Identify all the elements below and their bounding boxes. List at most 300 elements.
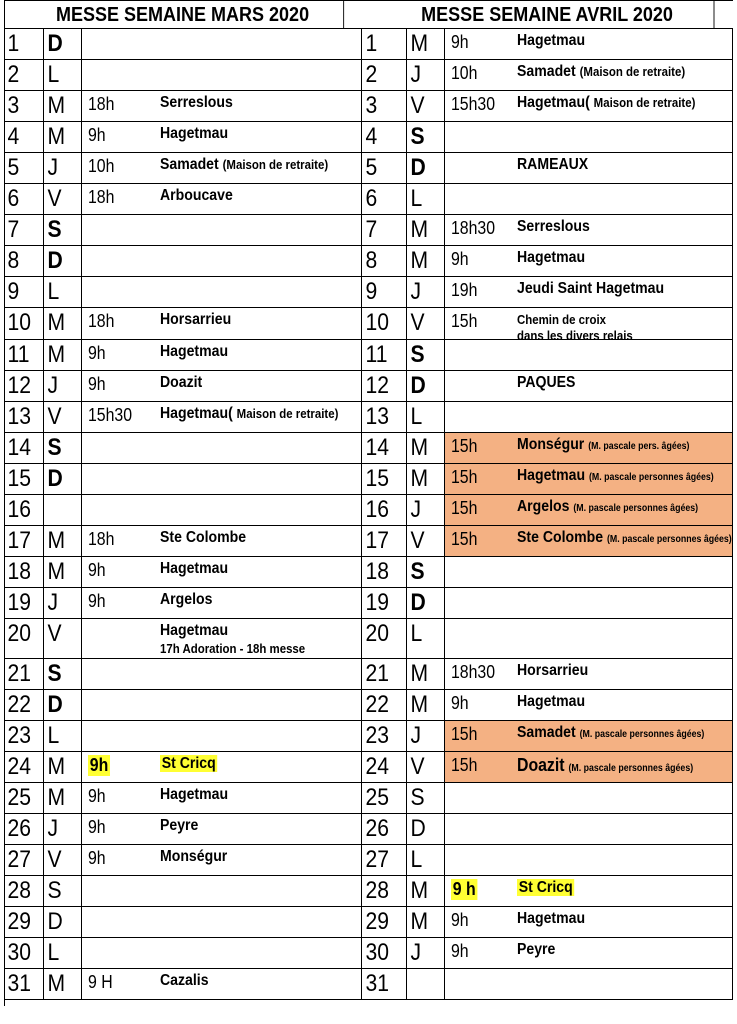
march-weekday-letter: D bbox=[47, 247, 63, 274]
april-weekday-letter: L bbox=[410, 620, 423, 647]
april-mass-time: 9 h bbox=[452, 879, 476, 899]
march-weekday-letter: S bbox=[47, 877, 62, 904]
march-location-name: Hagetmau bbox=[160, 786, 229, 803]
table-row bbox=[4, 60, 733, 91]
april-date-cell bbox=[362, 91, 407, 122]
april-weekday-cell bbox=[407, 938, 445, 969]
table-row bbox=[4, 308, 733, 343]
april-date-number: 8 bbox=[365, 247, 378, 274]
march-date-number: 11 bbox=[7, 341, 30, 368]
march-weekday-cell bbox=[44, 969, 82, 1000]
april-weekday-cell bbox=[407, 557, 445, 588]
april-date-number: 3 bbox=[365, 92, 378, 119]
april-date-number: 18 bbox=[365, 558, 390, 585]
april-mass-location bbox=[517, 910, 585, 928]
april-date-cell bbox=[362, 969, 407, 1000]
table-row bbox=[4, 184, 733, 215]
march-weekday-cell bbox=[44, 60, 82, 91]
april-mass-cell bbox=[445, 619, 733, 659]
april-mass-location bbox=[517, 94, 695, 112]
march-date-cell bbox=[4, 845, 44, 876]
april-weekday-letter: M bbox=[410, 247, 429, 274]
march-weekday-cell bbox=[44, 433, 82, 464]
march-weekday-cell bbox=[44, 752, 82, 783]
march-mass-cell bbox=[82, 659, 362, 690]
april-weekday-cell bbox=[407, 60, 445, 91]
april-weekday-letter: S bbox=[410, 558, 425, 585]
march-location-name: Hagetmau bbox=[160, 560, 229, 577]
table-row bbox=[4, 907, 733, 938]
april-mass-time: 9h bbox=[451, 249, 469, 269]
table-row bbox=[4, 526, 733, 557]
march-date-cell bbox=[4, 91, 44, 122]
march-date-cell bbox=[4, 557, 44, 588]
april-date-number: 14 bbox=[365, 434, 390, 461]
april-date-cell bbox=[362, 783, 407, 814]
april-weekday-cell bbox=[407, 721, 445, 752]
table-row bbox=[4, 495, 733, 526]
march-weekday-cell bbox=[44, 526, 82, 557]
april-weekday-cell bbox=[407, 907, 445, 938]
april-mass-cell bbox=[445, 938, 733, 969]
april-location-name: Serreslous bbox=[517, 218, 590, 235]
march-date-number: 17 bbox=[7, 527, 32, 554]
april-mass-time: 9h bbox=[451, 941, 469, 961]
march-weekday-letter: J bbox=[47, 815, 59, 842]
april-location-name: Samadet bbox=[517, 63, 576, 80]
april-weekday-cell bbox=[407, 969, 445, 1000]
march-weekday-cell bbox=[44, 721, 82, 752]
april-date-cell bbox=[362, 464, 407, 495]
march-mass-location bbox=[160, 591, 212, 609]
march-weekday-cell bbox=[44, 215, 82, 246]
april-weekday-letter: J bbox=[410, 278, 422, 305]
march-location-name: Doazit bbox=[160, 374, 203, 391]
april-date-cell bbox=[362, 153, 407, 184]
march-weekday-letter: L bbox=[47, 61, 60, 88]
april-weekday-letter: V bbox=[410, 753, 425, 780]
april-location-name: PAQUES bbox=[517, 374, 576, 391]
april-location-name: Doazit bbox=[517, 755, 565, 775]
march-mass-cell bbox=[82, 876, 362, 907]
march-mass-time: 9h bbox=[88, 374, 106, 394]
march-weekday-letter: M bbox=[47, 753, 66, 780]
april-location-note: (Maison de retraite) bbox=[579, 64, 686, 79]
march-weekday-letter: M bbox=[47, 341, 66, 368]
april-mass-cell bbox=[445, 153, 733, 184]
april-weekday-cell bbox=[407, 122, 445, 153]
april-mass-cell bbox=[445, 876, 733, 907]
april-date-cell bbox=[362, 588, 407, 619]
april-date-number: 5 bbox=[365, 154, 378, 181]
march-weekday-cell bbox=[44, 402, 82, 433]
april-weekday-letter: M bbox=[410, 30, 429, 57]
april-location-note: (M. pascale personnes âgées) bbox=[606, 534, 732, 545]
april-location-name: Hagetmau bbox=[517, 249, 586, 266]
march-weekday-cell bbox=[44, 308, 82, 340]
march-weekday-cell bbox=[44, 619, 82, 659]
april-title: MESSE SEMAINE AVRIL 2020 bbox=[381, 0, 715, 28]
march-weekday-letter: V bbox=[47, 620, 62, 647]
april-mass-time: 18h30 bbox=[451, 662, 496, 682]
march-date-cell bbox=[4, 814, 44, 845]
march-date-number: 19 bbox=[7, 589, 32, 616]
april-date-cell bbox=[362, 495, 407, 526]
april-mass-location bbox=[517, 941, 555, 959]
april-date-number: 22 bbox=[365, 691, 390, 718]
april-weekday-letter: M bbox=[410, 465, 429, 492]
march-date-number: 30 bbox=[7, 939, 32, 966]
march-date-cell bbox=[4, 619, 44, 659]
april-date-cell bbox=[362, 752, 407, 783]
april-weekday-letter: V bbox=[410, 92, 425, 119]
table-row bbox=[4, 464, 733, 495]
april-weekday-cell bbox=[407, 876, 445, 907]
april-weekday-letter: D bbox=[410, 815, 426, 842]
april-date-number: 15 bbox=[365, 465, 390, 492]
march-date-number: 28 bbox=[7, 877, 32, 904]
march-date-cell bbox=[4, 246, 44, 277]
march-date-number: 1 bbox=[7, 30, 20, 57]
april-mass-cell bbox=[445, 308, 733, 343]
march-date-number: 16 bbox=[7, 496, 32, 523]
april-location-name: Horsarrieu bbox=[517, 662, 589, 679]
march-date-cell bbox=[4, 588, 44, 619]
march-date-number: 12 bbox=[7, 372, 32, 399]
april-mass-location bbox=[517, 693, 585, 711]
march-date-cell bbox=[4, 60, 44, 91]
march-location-note: Maison de retraite) bbox=[236, 406, 339, 421]
march-mass-time: 10h bbox=[88, 156, 115, 176]
april-mass-time: 15h bbox=[451, 529, 478, 549]
april-weekday-letter: M bbox=[410, 908, 429, 935]
march-location-name: Cazalis bbox=[160, 972, 209, 989]
april-date-cell bbox=[362, 308, 407, 340]
april-date-number: 16 bbox=[365, 496, 390, 523]
march-date-number: 6 bbox=[7, 185, 20, 212]
april-mass-cell bbox=[445, 184, 733, 215]
april-mass-cell bbox=[445, 495, 733, 526]
april-weekday-cell bbox=[407, 659, 445, 690]
april-location-name: Hagetmau( bbox=[517, 94, 590, 111]
march-mass-cell bbox=[82, 969, 362, 1000]
march-location-name: Arboucave bbox=[160, 187, 233, 204]
march-date-cell bbox=[4, 907, 44, 938]
april-date-cell bbox=[362, 690, 407, 721]
april-mass-time: 15h bbox=[451, 755, 478, 775]
april-weekday-cell bbox=[407, 464, 445, 495]
march-date-number: 27 bbox=[7, 846, 32, 873]
april-location-note: (M. pascale personnes âgées) bbox=[579, 729, 705, 740]
march-weekday-letter: J bbox=[47, 154, 59, 181]
april-date-number: 9 bbox=[365, 278, 378, 305]
april-weekday-letter: D bbox=[410, 372, 426, 399]
april-mass-location bbox=[517, 498, 698, 516]
march-location-name: Hagetmau( bbox=[160, 405, 233, 422]
march-weekday-cell bbox=[44, 690, 82, 721]
table-row bbox=[4, 153, 733, 184]
march-mass-cell bbox=[82, 91, 362, 122]
march-mass-time: 9h bbox=[88, 848, 106, 868]
march-location-name: Ste Colombe bbox=[160, 529, 247, 546]
march-location-name: Peyre bbox=[160, 817, 199, 834]
march-date-cell bbox=[4, 721, 44, 752]
march-date-number: 23 bbox=[7, 722, 32, 749]
april-mass-location bbox=[517, 280, 664, 298]
march-date-number: 22 bbox=[7, 691, 32, 718]
march-date-cell bbox=[4, 876, 44, 907]
march-date-cell bbox=[4, 308, 44, 340]
april-location-name: Peyre bbox=[517, 941, 556, 958]
april-date-cell bbox=[362, 246, 407, 277]
april-date-number: 10 bbox=[365, 309, 390, 336]
april-mass-cell bbox=[445, 246, 733, 277]
march-mass-cell bbox=[82, 557, 362, 588]
march-weekday-letter: S bbox=[47, 434, 62, 461]
table-row bbox=[4, 277, 733, 308]
april-mass-time: 15h bbox=[451, 311, 478, 331]
april-date-number: 17 bbox=[365, 527, 390, 554]
march-date-number: 3 bbox=[7, 92, 20, 119]
table-row bbox=[4, 659, 733, 690]
march-mass-cell bbox=[82, 464, 362, 495]
april-mass-cell bbox=[445, 783, 733, 814]
march-weekday-cell bbox=[44, 153, 82, 184]
april-location-name: Hagetmau bbox=[517, 32, 586, 49]
april-mass-cell bbox=[445, 690, 733, 721]
march-mass-location bbox=[160, 817, 198, 835]
april-mass-time: 9h bbox=[451, 910, 469, 930]
march-location-name: Hagetmau bbox=[160, 343, 229, 360]
april-location-note: Maison de retraite) bbox=[593, 95, 696, 110]
march-weekday-letter: V bbox=[47, 403, 62, 430]
april-location-name: Samadet bbox=[517, 724, 576, 741]
march-weekday-letter: L bbox=[47, 939, 60, 966]
april-weekday-letter: J bbox=[410, 61, 422, 88]
march-date-number: 18 bbox=[7, 558, 32, 585]
april-weekday-letter: M bbox=[410, 691, 429, 718]
march-weekday-letter: V bbox=[47, 185, 62, 212]
april-location-name: Monségur bbox=[517, 436, 585, 453]
march-weekday-letter: M bbox=[47, 309, 66, 336]
april-date-cell bbox=[362, 721, 407, 752]
march-mass-cell bbox=[82, 433, 362, 464]
march-weekday-cell bbox=[44, 277, 82, 308]
april-weekday-letter: L bbox=[410, 403, 423, 430]
april-weekday-cell bbox=[407, 526, 445, 557]
march-date-cell bbox=[4, 340, 44, 371]
april-mass-location bbox=[517, 249, 585, 267]
march-location-detail: 17h Adoration - 18h messe bbox=[160, 641, 306, 656]
march-weekday-letter: V bbox=[47, 846, 62, 873]
march-weekday-cell bbox=[44, 184, 82, 215]
table-row bbox=[4, 876, 733, 907]
april-date-cell bbox=[362, 29, 407, 60]
april-mass-time: 9h bbox=[451, 693, 469, 713]
april-mass-location bbox=[517, 374, 575, 392]
april-date-cell bbox=[362, 659, 407, 690]
april-date-cell bbox=[362, 371, 407, 402]
table-row bbox=[4, 752, 733, 783]
march-mass-location bbox=[160, 343, 228, 361]
april-location-name: Hagetmau bbox=[517, 693, 586, 710]
march-weekday-letter: M bbox=[47, 92, 66, 119]
april-location-note: (M. pascale personnes âgées) bbox=[573, 503, 699, 514]
april-mass-time: 15h bbox=[451, 467, 478, 487]
march-location-name: Horsarrieu bbox=[160, 311, 232, 328]
april-mass-location bbox=[517, 529, 732, 547]
april-location-name: Jeudi Saint Hagetmau bbox=[517, 280, 665, 297]
april-mass-cell bbox=[445, 60, 733, 91]
march-mass-time: 9h bbox=[89, 755, 109, 775]
march-date-cell bbox=[4, 752, 44, 783]
april-date-cell bbox=[362, 402, 407, 433]
april-date-cell bbox=[362, 557, 407, 588]
april-mass-location bbox=[517, 755, 693, 776]
april-mass-cell bbox=[445, 402, 733, 433]
april-mass-time: 15h30 bbox=[451, 94, 496, 114]
table-row bbox=[4, 340, 733, 371]
march-weekday-cell bbox=[44, 907, 82, 938]
table-row bbox=[4, 246, 733, 277]
march-weekday-letter: J bbox=[47, 372, 59, 399]
march-date-number: 5 bbox=[7, 154, 20, 181]
table-row bbox=[4, 29, 733, 60]
march-date-number: 2 bbox=[7, 61, 20, 88]
march-mass-location bbox=[160, 311, 231, 329]
table-row bbox=[4, 619, 733, 659]
march-weekday-cell bbox=[44, 246, 82, 277]
table-row bbox=[4, 969, 733, 1000]
april-weekday-cell bbox=[407, 153, 445, 184]
april-date-number: 4 bbox=[365, 123, 378, 150]
march-weekday-letter: M bbox=[47, 970, 66, 997]
march-date-number: 25 bbox=[7, 784, 32, 811]
april-date-number: 19 bbox=[365, 589, 390, 616]
march-weekday-cell bbox=[44, 938, 82, 969]
april-date-number: 12 bbox=[365, 372, 390, 399]
march-weekday-letter: M bbox=[47, 558, 66, 585]
april-weekday-cell bbox=[407, 246, 445, 277]
march-mass-cell bbox=[82, 246, 362, 277]
april-location-name: St Cricq bbox=[518, 879, 573, 896]
march-weekday-letter: J bbox=[47, 589, 59, 616]
march-mass-cell bbox=[82, 938, 362, 969]
april-weekday-cell bbox=[407, 495, 445, 526]
april-date-number: 27 bbox=[365, 846, 390, 873]
april-date-number: 13 bbox=[365, 403, 390, 430]
april-mass-cell bbox=[445, 845, 733, 876]
april-date-cell bbox=[362, 845, 407, 876]
april-date-number: 11 bbox=[365, 341, 388, 368]
march-date-number: 14 bbox=[7, 434, 32, 461]
april-mass-location bbox=[517, 467, 714, 485]
march-date-cell bbox=[4, 29, 44, 60]
table-row bbox=[4, 690, 733, 721]
march-mass-cell bbox=[82, 60, 362, 91]
april-weekday-letter: M bbox=[410, 216, 429, 243]
april-mass-cell bbox=[445, 557, 733, 588]
table-row bbox=[4, 91, 733, 122]
april-mass-cell bbox=[445, 29, 733, 60]
march-mass-cell bbox=[82, 371, 362, 402]
table-row bbox=[4, 938, 733, 969]
march-weekday-cell bbox=[44, 659, 82, 690]
april-weekday-cell bbox=[407, 588, 445, 619]
march-date-number: 26 bbox=[7, 815, 32, 842]
march-mass-time: 9h bbox=[88, 125, 106, 145]
april-date-cell bbox=[362, 277, 407, 308]
april-location-note: (M. pascale personnes âgées) bbox=[588, 472, 714, 483]
april-weekday-cell bbox=[407, 783, 445, 814]
april-mass-cell bbox=[445, 277, 733, 308]
april-mass-location bbox=[517, 218, 590, 236]
april-date-cell bbox=[362, 60, 407, 91]
march-mass-cell bbox=[82, 308, 362, 340]
april-mass-cell bbox=[445, 969, 733, 1000]
march-weekday-cell bbox=[44, 845, 82, 876]
april-location-name: Ste Colombe bbox=[517, 529, 604, 546]
march-date-number: 8 bbox=[7, 247, 20, 274]
april-weekday-cell bbox=[407, 184, 445, 215]
april-weekday-cell bbox=[407, 402, 445, 433]
march-mass-location bbox=[160, 972, 209, 990]
april-weekday-letter: J bbox=[410, 496, 422, 523]
april-weekday-letter: V bbox=[410, 527, 425, 554]
march-date-cell bbox=[4, 277, 44, 308]
april-date-cell bbox=[362, 907, 407, 938]
table-row bbox=[4, 814, 733, 845]
march-date-number: 21 bbox=[7, 660, 32, 687]
april-date-number: 26 bbox=[365, 815, 390, 842]
april-date-number: 20 bbox=[365, 620, 390, 647]
march-date-cell bbox=[4, 659, 44, 690]
march-mass-cell bbox=[82, 783, 362, 814]
march-date-cell bbox=[4, 184, 44, 215]
april-mass-cell bbox=[445, 526, 733, 557]
march-weekday-cell bbox=[44, 29, 82, 60]
april-location-name: Hagetmau bbox=[517, 910, 586, 927]
march-mass-time: 18h bbox=[88, 187, 115, 207]
april-mass-location bbox=[517, 63, 685, 81]
march-mass-cell bbox=[82, 340, 362, 371]
table-row bbox=[4, 433, 733, 464]
march-date-number: 4 bbox=[7, 123, 20, 150]
march-weekday-letter: S bbox=[47, 216, 62, 243]
april-mass-time: 15h bbox=[451, 724, 478, 744]
march-location-note: (Maison de retraite) bbox=[222, 157, 329, 172]
april-weekday-letter: M bbox=[410, 660, 429, 687]
march-location-name: Hagetmau bbox=[160, 622, 229, 639]
table-row bbox=[4, 215, 733, 246]
march-mass-location bbox=[160, 786, 228, 804]
table-row bbox=[4, 721, 733, 752]
april-date-number: 7 bbox=[365, 216, 378, 243]
april-mass-time: 10h bbox=[451, 63, 478, 83]
march-mass-time: 9h bbox=[88, 786, 106, 806]
march-weekday-letter: D bbox=[47, 691, 63, 718]
march-date-cell bbox=[4, 495, 44, 526]
april-mass-time: 15h bbox=[451, 498, 478, 518]
april-date-cell bbox=[362, 814, 407, 845]
march-weekday-cell bbox=[44, 371, 82, 402]
march-mass-cell bbox=[82, 690, 362, 721]
april-weekday-letter: L bbox=[410, 185, 423, 212]
april-mass-location bbox=[517, 724, 704, 742]
april-weekday-letter: D bbox=[410, 154, 426, 181]
april-mass-cell bbox=[445, 122, 733, 153]
march-mass-time: 9h bbox=[88, 817, 106, 837]
